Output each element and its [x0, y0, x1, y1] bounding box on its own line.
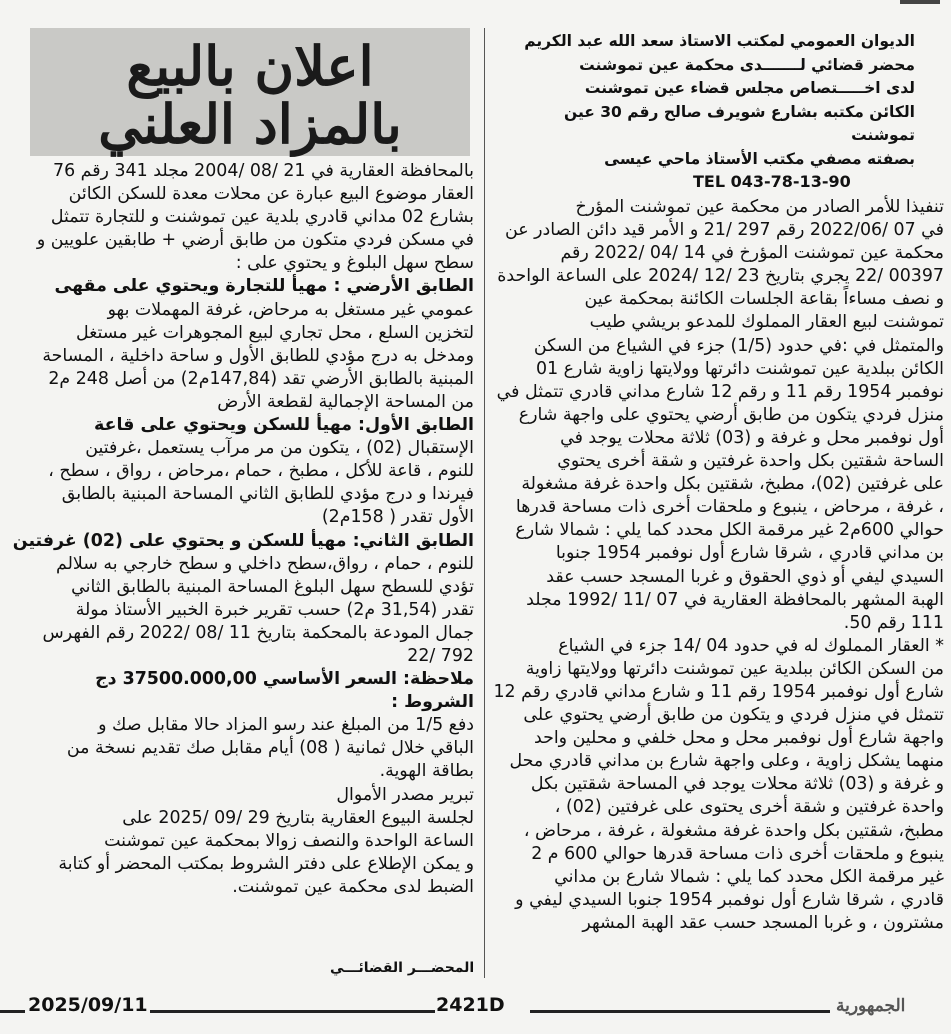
text-line: الطابق الأول: مهيأ للسكن ويحتوي على قاعة	[94, 415, 474, 436]
text-line: فيرندا و درج مؤدي للطابق الثاني المساحة المبنية بالطابق	[61, 484, 474, 505]
text-line: بن مداني قادري ، شرقا شارع أول نوفمبر 1954 جنوبا	[555, 543, 944, 564]
text-line: تبرير مصدر الأموال	[336, 784, 474, 805]
text-line: شارع أول نوفمبر 1954 رقم 11 و شارع مداني قادري رقم 12	[493, 681, 944, 702]
text-line: الباقي خلال ثمانية ( 08) أيام مقابل صك تقديم نسخة من	[66, 738, 474, 759]
text-line: جمال المودعة بالمحكمة بتاريخ 11 /08 /2022 رقم الفهرس	[42, 622, 474, 643]
text-line: تقدر (31,54 م2) حسب تقرير خبرة الخبير الأستاذ مولة	[75, 599, 474, 620]
text-line: 111 رقم 50.	[843, 612, 944, 633]
banner-title-line2: بالمزاد العلني	[98, 92, 402, 156]
text-line: بطاقة الهوية.	[379, 761, 474, 782]
office-header	[520, 30, 915, 171]
text-line: 792 /22	[407, 645, 474, 666]
text-line: ينبوع و ملحقات أخرى ذات مساحة قدرها حوالي 600 م 2	[531, 843, 944, 864]
office-line: الكائن مكتبه بشارع شويرف صالح رقم 30 عين تموشنت	[564, 102, 915, 144]
text-line: عمومي غير مستغل به مرحاض، غرفة المهملات بهو	[107, 299, 474, 320]
text-line: الساحة شقتين بكل واحدة غرفتين و شقة أخرى يحتوي	[557, 451, 944, 472]
right-column-text	[492, 196, 944, 935]
text-line: واجهة شارع أول نوفمبر محل و محل خلفي و محلين واحد	[533, 728, 944, 749]
left-column-text	[8, 160, 474, 899]
text-line: على غرفتين (02)، مطبخ، شقتين بكل واحدة غرفة مشغولة	[521, 474, 944, 495]
text-line: غير مرقمة الكل محدد كما يلي : شمالا شارع بن مداني	[554, 866, 944, 887]
text-line: الطابق الثاني: مهيأ للسكن و يحتوي على (02) غرفتين	[12, 530, 474, 551]
footer-rule	[530, 1010, 830, 1013]
text-line: و غرفة و (03) ثلاثة محلات يوجد في المساحة شقتين بكل	[530, 774, 944, 795]
text-line: في 07 /2022/06 رقم 297 /21 و الأمر قيد دائن الصادر عن	[504, 220, 944, 241]
footer-rule	[150, 1010, 435, 1013]
auction-banner	[30, 28, 470, 156]
text-line: دفع 1/5 من المبلغ عند رسو المزاد حالا مقابل صك و	[98, 715, 474, 736]
text-line: لجلسة البيوع العقارية بتاريخ 29 /09 /2025 على	[122, 807, 474, 828]
text-line: الشروط :	[391, 692, 474, 713]
phone-number: TEL 043-78-13-90	[693, 172, 851, 191]
office-line: بصفته مصفي مكتب الأستاذ ماحي عيسى	[604, 149, 915, 168]
text-line: بشارع 02 مداني قادري بلدية عين تموشنت و للتجارة تتمثل	[50, 207, 474, 228]
text-line: نوفمبر 1954 رقم 11 و رقم 12 شارع مداني قادري تتمثل في	[496, 381, 944, 402]
text-line: الإستقبال (02) ، يتكون من مر مرآب يستعمل ،غرفتين	[85, 438, 474, 459]
text-line: واحدة غرفتين و شقة أخرى يحتوى على غرفتين (02) ،	[554, 797, 944, 818]
office-line: لدى اخـــــتصاص مجلس قضاء عين تموشنت	[584, 79, 915, 97]
issue-date: 2025/09/11	[28, 994, 148, 1016]
text-line: تنفيذا للأمر الصادر من محكمة عين تموشنت المؤرخ	[575, 197, 944, 217]
top-rule	[900, 0, 940, 4]
text-line: حوالي 600م2 غير مرقمة الكل محدد كما يلي : شمالا شارع	[515, 520, 944, 541]
text-line: منهما يشكل زاوية ، وعلى واجهة شارع بن مداني قادري محل	[509, 751, 944, 772]
footer-rule	[0, 1010, 25, 1013]
newspaper-logo: الجمهورية	[836, 996, 906, 1016]
text-line: 00397 /22 يجري بتاريخ 23 /12 /2024 على الساعة الواحدة	[497, 266, 944, 287]
issue-number: 2421D	[436, 994, 505, 1016]
text-line: و يمكن الإطلاع على دفتر الشروط بمكتب المحضر أو كتابة	[58, 853, 474, 874]
banner-title-line1: اعلان بالبيع	[126, 34, 374, 98]
text-line: الطابق الأرضي : مهيأ للتجارة ويحتوي على مقهى	[54, 276, 474, 297]
text-line: أول نوفمبر محل و غرفة و (03) ثلاثة محلات يوجد في	[560, 427, 944, 448]
text-line: الساعة الواحدة والنصف زوالا بمحكمة عين تموشنت	[104, 830, 474, 851]
text-line: مطبخ، شقتين بكل واحدة غرفة مشغولة ، غرفة ، مرحاض ،	[523, 820, 944, 841]
text-line: و نصف مساءاً بقاعة الجلسات الكائنة بمحكمة عين	[584, 289, 944, 310]
text-line: للنوم ، حمام ، رواق،سطح داخلي و سطح خارجي به سلالم	[56, 553, 474, 574]
text-line: قادري ، شرقا شارع أول نوفمبر 1954 جنوبا السيدي ليفي و	[515, 889, 944, 910]
text-line: من المساحة الإجمالية لقطعة الأرض	[217, 391, 474, 412]
text-line: تؤدي للسطح سهل البلوغ المساحة المبنية بالطابق الثاني	[71, 576, 474, 597]
text-line: لتخزين السلع ، محل تجاري لبيع المجوهرات غير مستغل	[75, 322, 474, 343]
text-line: بالمحافظة العقارية في 21 /08 /2004 مجلد 341 رقم 76	[53, 161, 474, 181]
text-line: والمتمثل في :في حدود (1/5) جزء في الشياع من السكن	[533, 335, 944, 356]
text-line: المبنية بالطابق الأرضي تقد (147,84م2) من أصل 248 م2	[48, 368, 474, 389]
signature: المحضـــر القضائـــي	[330, 960, 475, 976]
text-line: السيدي ليفي أو ذوي الحقوق و غربا المسجد حسب عقد	[546, 566, 944, 587]
text-line: مشترون ، و غربا المسجد حسب عقد الهبة المشهر	[582, 912, 944, 933]
text-line: من السكن الكائن ببلدية عين تموشنت دائرتها وولايتها زاوية	[525, 658, 944, 679]
column-divider	[484, 28, 485, 978]
text-line: ملاحظة: السعر الأساسي 37500.000,00 دج	[95, 669, 474, 690]
office-line: الديوان العمومي لمكتب الاستاذ سعد الله عبد الكريم	[524, 32, 915, 50]
text-line: ، غرفة ، مرحاض ، ينبوع و ملحقات أخرى ذات مساحة قدرها	[515, 497, 944, 518]
text-line: منزل فردي يتكون من طابق أرضي يحتوي على واجهة شارع	[518, 404, 944, 425]
office-line: محضر قضائي لـــــــدى محكمة عين تموشنت	[579, 55, 915, 74]
text-line: الكائن ببلدية عين تموشنت دائرتها وولايتها زاوية شارع 01	[536, 358, 944, 379]
text-line: ومدخل به درج مؤدي للطابق الأول و ساحة داخلية ، المساحة	[42, 345, 474, 366]
text-line: للنوم ، قاعة للأكل ، مطبخ ، حمام ،مرحاض ، رواق ، سطح ،	[48, 461, 474, 482]
text-line: العقار موضوع البيع عبارة عن محلات معدة للسكن الكائن	[68, 184, 474, 205]
text-line: الضبط لدى محكمة عين تموشنت.	[232, 876, 474, 897]
text-line: سطح سهل البلوغ و يحتوي على :	[235, 253, 474, 274]
text-line: في مسكن فردي متكون من طابق أرضي + طابقين علويين و	[36, 230, 474, 251]
text-line: تتمثل في منزل فردي و يتكون من طابق أرضي يحتوي على	[523, 705, 944, 726]
text-line: * العقار المملوك له في حدود 04 /14 جزء في الشياع	[558, 635, 944, 656]
text-line: تموشنت لبيع العقار المملوك للمدعو بريشي طيب	[589, 312, 944, 333]
text-line: الأول تقدر ( 158م2)	[321, 507, 474, 528]
text-line: الهبة المشهر بالمحافظة العقارية في 07 /11 /1992 مجلد	[526, 589, 944, 610]
text-line: محكمة عين تموشنت المؤرخ في 14 /04 /2022 رقم	[560, 243, 944, 264]
